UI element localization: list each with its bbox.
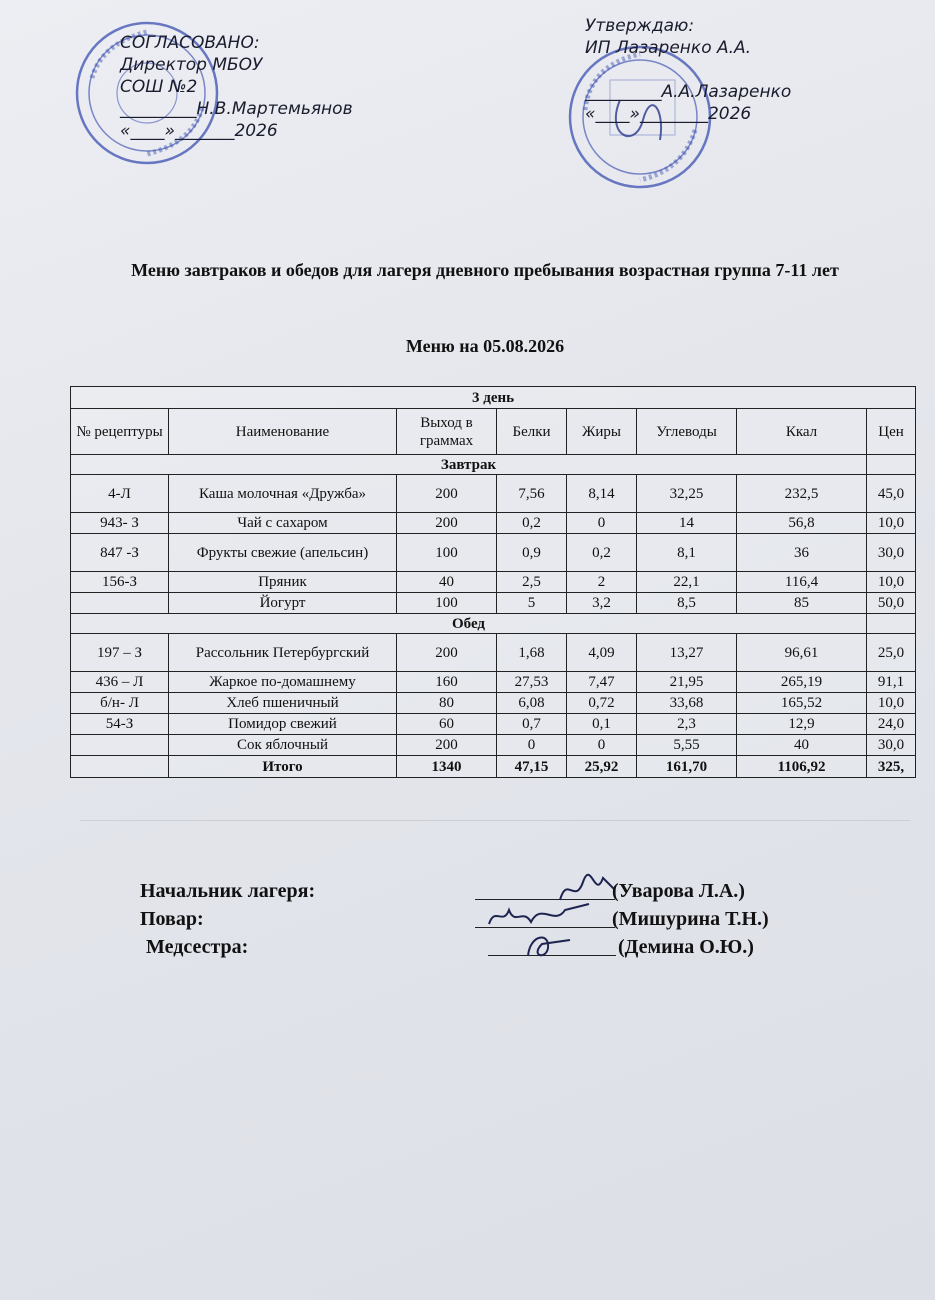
cell-yield: 200	[397, 513, 497, 534]
day-header-row	[71, 387, 916, 409]
signature-role: Повар:	[140, 908, 204, 930]
day-label: 3 день	[71, 387, 916, 409]
section-row-lunch	[71, 614, 916, 634]
cell-kcal: 96,61	[737, 634, 867, 672]
signature-name: (Уварова Л.А.)	[612, 880, 745, 902]
total-price: 325,	[867, 756, 916, 778]
approval-right-date: «____»________2026	[585, 104, 752, 124]
cell-recipe: 4-Л	[71, 475, 169, 513]
cell-carbs: 33,68	[637, 693, 737, 714]
total-fats: 25,92	[567, 756, 637, 778]
menu-table	[70, 386, 916, 778]
cell-price: 10,0	[867, 693, 916, 714]
cell-recipe: 847 -З	[71, 534, 169, 572]
total-kcal: 1106,92	[737, 756, 867, 778]
approval-left-signatory: _________Н.В.Мартемьянов	[120, 99, 353, 119]
total-row	[71, 756, 916, 778]
cell-yield: 100	[397, 593, 497, 614]
signature-role: Медсестра:	[146, 936, 249, 958]
cell-yield: 200	[397, 735, 497, 756]
cell-recipe: 943- З	[71, 513, 169, 534]
col-header-carbs: Углеводы	[637, 409, 737, 455]
cell-name: Рассольник Петербургский	[169, 634, 397, 672]
col-header-name: Наименование	[169, 409, 397, 455]
approval-left-school: СОШ №2	[120, 77, 198, 97]
cell-price: 25,0	[867, 634, 916, 672]
col-header-recipe: № рецептуры	[71, 409, 169, 455]
table-row	[71, 634, 916, 672]
cell-kcal: 116,4	[737, 572, 867, 593]
cell-recipe: 54-З	[71, 714, 169, 735]
col-header-yield: Выход в граммах	[397, 409, 497, 455]
col-header-kcal: Ккал	[737, 409, 867, 455]
empty-cell	[867, 455, 916, 475]
cell-recipe	[71, 593, 169, 614]
cell-recipe	[71, 735, 169, 756]
cell-fats: 7,47	[567, 672, 637, 693]
cell-fats: 0,1	[567, 714, 637, 735]
cell-fats: 3,2	[567, 593, 637, 614]
signature-row-nurse	[140, 934, 860, 962]
document-date-subtitle: Меню на 05.08.2026	[405, 336, 565, 356]
approval-left-position: Директор МБОУ	[120, 55, 263, 75]
cell-yield: 100	[397, 534, 497, 572]
cell-carbs: 8,5	[637, 593, 737, 614]
section-label: Обед	[71, 614, 867, 634]
cell-yield: 80	[397, 693, 497, 714]
cell-fats: 0	[567, 513, 637, 534]
cell-kcal: 265,19	[737, 672, 867, 693]
empty-cell	[867, 614, 916, 634]
approval-block-right	[585, 15, 845, 125]
cell-fats: 2	[567, 572, 637, 593]
cell-name: Хлеб пшеничный	[169, 693, 397, 714]
cell-recipe: 197 – З	[71, 634, 169, 672]
cell-proteins: 7,56	[497, 475, 567, 513]
total-yield: 1340	[397, 756, 497, 778]
cell-proteins: 0,9	[497, 534, 567, 572]
signature-row-cook	[140, 906, 860, 934]
cell-proteins: 27,53	[497, 672, 567, 693]
table-row	[71, 693, 916, 714]
cell-kcal: 40	[737, 735, 867, 756]
cell-carbs: 2,3	[637, 714, 737, 735]
cell-price: 50,0	[867, 593, 916, 614]
cell-price: 10,0	[867, 513, 916, 534]
table-row	[71, 513, 916, 534]
table-row	[71, 735, 916, 756]
total-recipe	[71, 756, 169, 778]
cell-proteins: 6,08	[497, 693, 567, 714]
cell-fats: 0,2	[567, 534, 637, 572]
table-row	[71, 672, 916, 693]
cell-carbs: 8,1	[637, 534, 737, 572]
table-row	[71, 572, 916, 593]
bleed-through-area	[80, 820, 910, 1180]
table-row	[71, 593, 916, 614]
col-header-fats: Жиры	[567, 409, 637, 455]
col-header-price: Цен	[867, 409, 916, 455]
cell-carbs: 22,1	[637, 572, 737, 593]
cell-name: Чай с сахаром	[169, 513, 397, 534]
signature-name: (Демина О.Ю.)	[618, 936, 754, 958]
signature-name: (Мишурина Т.Н.)	[612, 908, 769, 930]
cell-proteins: 2,5	[497, 572, 567, 593]
cell-price: 45,0	[867, 475, 916, 513]
cell-carbs: 13,27	[637, 634, 737, 672]
cell-carbs: 32,25	[637, 475, 737, 513]
cell-name: Помидор свежий	[169, 714, 397, 735]
approval-right-heading: Утверждаю:	[585, 16, 695, 36]
cell-kcal: 85	[737, 593, 867, 614]
cell-proteins: 0	[497, 735, 567, 756]
cell-carbs: 21,95	[637, 672, 737, 693]
cell-carbs: 14	[637, 513, 737, 534]
cell-kcal: 36	[737, 534, 867, 572]
cell-recipe: 436 – Л	[71, 672, 169, 693]
cell-yield: 40	[397, 572, 497, 593]
cell-kcal: 12,9	[737, 714, 867, 735]
total-label: Итого	[169, 756, 397, 778]
cell-price: 24,0	[867, 714, 916, 735]
cell-price: 10,0	[867, 572, 916, 593]
cell-name: Пряник	[169, 572, 397, 593]
cell-price: 91,1	[867, 672, 916, 693]
table-row	[71, 714, 916, 735]
table-row	[71, 475, 916, 513]
cell-name: Йогурт	[169, 593, 397, 614]
table-row	[71, 534, 916, 572]
handwritten-signature-icon	[520, 926, 580, 966]
cell-name: Сок яблочный	[169, 735, 397, 756]
cell-yield: 160	[397, 672, 497, 693]
cell-recipe: б/н- Л	[71, 693, 169, 714]
approval-left-heading: СОГЛАСОВАНО:	[120, 33, 260, 53]
col-header-proteins: Белки	[497, 409, 567, 455]
cell-price: 30,0	[867, 735, 916, 756]
cell-name: Фрукты свежие (апельсин)	[169, 534, 397, 572]
total-proteins: 47,15	[497, 756, 567, 778]
cell-price: 30,0	[867, 534, 916, 572]
cell-yield: 60	[397, 714, 497, 735]
cell-proteins: 5	[497, 593, 567, 614]
approval-left-date: «____»_______2026	[120, 121, 278, 141]
cell-proteins: 0,2	[497, 513, 567, 534]
cell-proteins: 1,68	[497, 634, 567, 672]
cell-name: Каша молочная «Дружба»	[169, 475, 397, 513]
cell-yield: 200	[397, 475, 497, 513]
cell-proteins: 0,7	[497, 714, 567, 735]
cell-fats: 0	[567, 735, 637, 756]
cell-fats: 4,09	[567, 634, 637, 672]
approval-right-entity: ИП Лазаренко А.А.	[585, 38, 752, 58]
approval-block-left	[120, 32, 410, 142]
column-header-row	[71, 409, 916, 455]
document-title: Меню завтраков и обедов для лагеря дневного пребывания возрастная группа 7-11 лет	[131, 260, 839, 280]
cell-kcal: 56,8	[737, 513, 867, 534]
section-label: Завтрак	[71, 455, 867, 475]
cell-name: Жаркое по-домашнему	[169, 672, 397, 693]
cell-yield: 200	[397, 634, 497, 672]
total-carbs: 161,70	[637, 756, 737, 778]
signature-block	[140, 878, 860, 962]
cell-carbs: 5,55	[637, 735, 737, 756]
signature-role: Начальник лагеря:	[140, 880, 316, 902]
cell-fats: 0,72	[567, 693, 637, 714]
cell-recipe: 156-З	[71, 572, 169, 593]
cell-fats: 8,14	[567, 475, 637, 513]
approval-right-signatory: _________А.А.Лазаренко	[585, 82, 792, 102]
cell-kcal: 165,52	[737, 693, 867, 714]
section-row-breakfast	[71, 455, 916, 475]
cell-kcal: 232,5	[737, 475, 867, 513]
